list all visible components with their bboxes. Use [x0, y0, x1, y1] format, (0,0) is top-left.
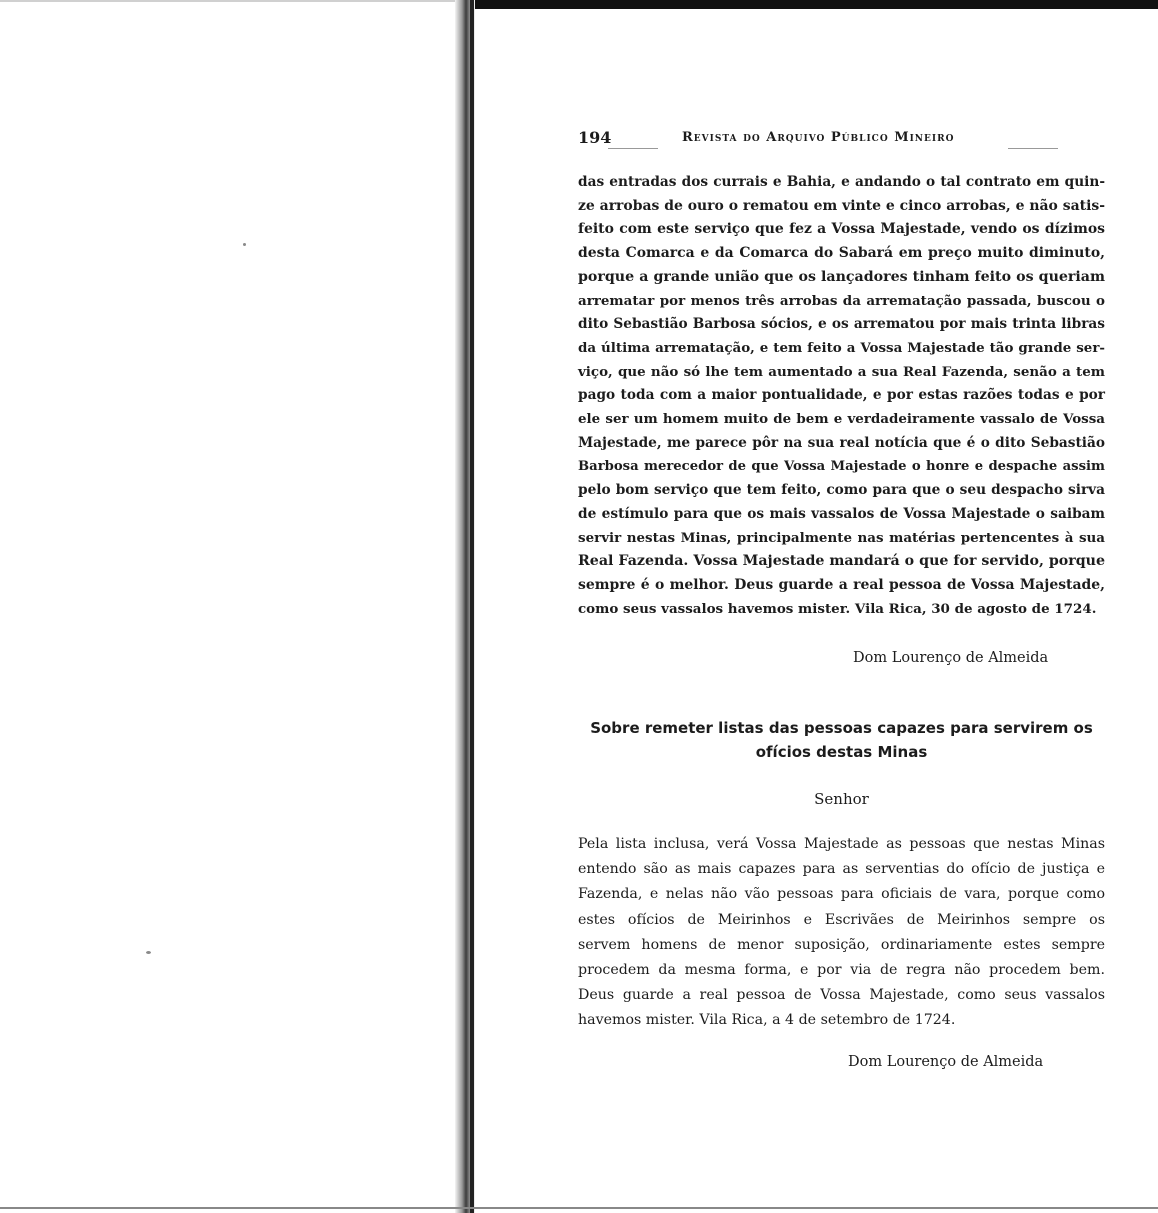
page-top-edge — [470, 0, 1158, 9]
text-line: Pela lista inclusa, verá Vossa Majestade as pessoas que nestas Minas — [578, 836, 1105, 852]
heading-line: ofícios destas Minas — [755, 743, 928, 761]
text-line: havemos mister. Vila Rica, a 4 de setembro de 1724. — [578, 1012, 956, 1029]
text-line: sempre é o melhor. Deus guarde a real pessoa de Vossa Majestade, — [578, 576, 1105, 593]
page-number: 194 — [578, 128, 612, 147]
heading-line: Sobre remeter listas das pessoas capazes para servirem os — [590, 719, 1093, 737]
header-rule — [608, 148, 658, 149]
letter2-salutation: Senhor — [814, 790, 869, 808]
text-line: Real Fazenda. Vossa Majestade mandará o que for servido, porque — [578, 553, 1105, 570]
text-line: arrematar por menos três arrobas da arrematação passada, buscou o — [578, 292, 1105, 309]
text-line: ze arrobas de ouro o rematou em vinte e cinco arrobas, e não satis- — [578, 197, 1105, 214]
scan-speck — [243, 243, 246, 246]
text-line: porque a grande união que os lançadores tinham feito os queriam — [578, 268, 1105, 285]
header-rule — [1008, 148, 1058, 149]
text-line: servir nestas Minas, principalmente nas matérias pertencentes à sua — [578, 529, 1105, 546]
text-line: Barbosa merecedor de que Vossa Majestade o honre e despache assim — [578, 459, 1105, 475]
gutter-shadow — [470, 0, 474, 1213]
page-bottom-edge — [0, 1207, 1158, 1209]
letter2-signature: Dom Lourenço de Almeida — [848, 1054, 1044, 1070]
text-line: Fazenda, e nelas não vão pessoas para oficiais de vara, porque como — [578, 886, 1105, 903]
running-title: Revista do Arquivo Público Mineiro — [682, 130, 955, 145]
text-line: Deus guarde a real pessoa de Vossa Majestade, como seus vassalos — [578, 987, 1105, 1004]
text-line: entendo são as mais capazes para as serventias do ofício de justiça e — [578, 861, 1105, 878]
text-line: procedem da mesma forma, e por via de regra não procedem bem. — [578, 962, 1105, 979]
text-line: Majestade, me parece pôr na sua real notícia que é o dito Sebastião — [578, 434, 1105, 451]
text-line: como seus vassalos havemos mister. Vila Rica, 30 de agosto de 1724. — [578, 600, 1097, 617]
text-line: da última arrematação, e tem feito a Vossa Majestade tão grande ser- — [578, 339, 1105, 356]
letter1-body — [578, 171, 1105, 621]
text-line: dito Sebastião Barbosa sócios, e os arrematou por mais trinta libras — [578, 316, 1105, 333]
text-line: feito com este serviço que fez a Vossa Majestade, vendo os dízimos — [578, 221, 1105, 238]
page-top-edge-left — [0, 0, 470, 2]
scan-speck — [146, 951, 151, 954]
letter2-body — [578, 832, 1105, 1034]
letter1-signature: Dom Lourenço de Almeida — [853, 650, 1049, 666]
text-line: estes ofícios de Meirinhos e Escrivães de Meirinhos sempre os — [578, 911, 1105, 928]
text-line: servem homens de menor suposição, ordinariamente estes sempre — [578, 936, 1105, 953]
text-line: pago toda com a maior pontualidade, e por estas razões todas e por — [578, 387, 1105, 404]
text-line: ele ser um homem muito de bem e verdadeiramente vassalo de Vossa — [578, 411, 1105, 428]
text-line: pelo bom serviço que tem feito, como para que o seu despacho sirva — [578, 482, 1105, 499]
text-line: de estímulo para que os mais vassalos de Vossa Majestade o saibam — [578, 505, 1105, 522]
text-line: viço, que não só lhe tem aumentado a sua Real Fazenda, senão a tem — [578, 363, 1105, 380]
text-line: desta Comarca e da Comarca do Sabará em preço muito diminuto, — [578, 245, 1105, 262]
text-line: das entradas dos currais e Bahia, e andando o tal contrato em quin- — [578, 174, 1105, 190]
running-head — [578, 128, 1105, 152]
letter2-heading — [578, 716, 1105, 764]
